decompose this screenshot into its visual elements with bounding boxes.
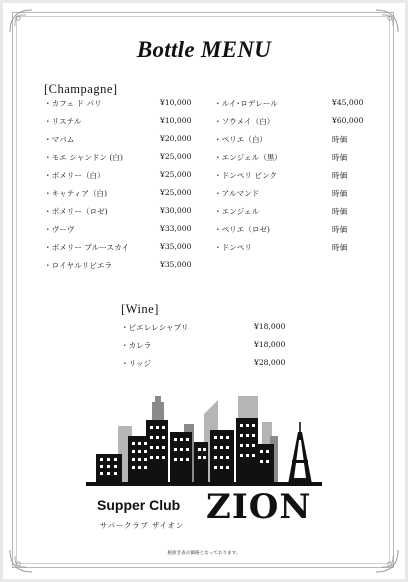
champagne-item-price: ¥35,000 <box>160 260 192 269</box>
corner-ornament-top-right <box>374 8 400 34</box>
wine-item-price: ¥28,000 <box>254 358 286 367</box>
wine-item-name: ・カレラ <box>121 341 152 350</box>
champagne-item-name: ・エンジェル <box>214 207 260 216</box>
champagne-item-price: ¥25,000 <box>160 188 192 197</box>
champagne-item-name: ・ペリエ（ロゼ) <box>214 225 270 234</box>
champagne-item-name: ・ドンペリ <box>214 243 252 252</box>
champagne-item-name: ・アルマンド <box>214 189 260 198</box>
brand-kana: サパークラブ ザイオン <box>100 521 185 530</box>
brand-name-logo: ZION <box>206 487 312 527</box>
champagne-item-price: 時価 <box>332 243 348 252</box>
wine-item-name: ・ピエレレシャブリ <box>121 323 189 332</box>
champagne-item-name: ・エンジェル（黒） <box>214 153 283 162</box>
champagne-item-name: ・ロイヤルリビエラ <box>44 261 113 270</box>
champagne-item-price: ¥10,000 <box>160 116 192 125</box>
champagne-item-price: 時価 <box>332 207 348 216</box>
champagne-item-name: ・ヴーヴ <box>44 225 75 234</box>
champagne-item-name: ・ペリエ（白） <box>214 135 268 144</box>
champagne-item-price: 時価 <box>332 135 348 144</box>
wine-item-name: ・リッジ <box>121 359 152 368</box>
corner-ornament-top-left <box>8 8 34 34</box>
wine-section-header: [Wine] <box>121 302 159 316</box>
brand-prefix: Supper Club <box>97 497 181 513</box>
champagne-item-price: 時価 <box>332 153 348 162</box>
champagne-item-name: ・ポメリー ブルースカイ <box>44 243 130 252</box>
wine-item-price: ¥18,000 <box>254 322 286 331</box>
city-skyline-illustration <box>80 392 330 488</box>
champagne-item-name: ・ドンペリ ピンク <box>214 171 278 180</box>
champagne-item-price: 時価 <box>332 225 348 234</box>
champagne-item-name: ・ポメリー（ロゼ) <box>44 207 108 216</box>
wine-item-price: ¥18,000 <box>254 340 286 349</box>
champagne-section-header: [Champagne] <box>44 82 118 96</box>
page-title: Bottle MENU <box>136 37 272 62</box>
champagne-item-name: ・マバム <box>44 135 75 144</box>
champagne-item-price: ¥35,000 <box>160 242 192 251</box>
champagne-item-name: ・ソウメイ（白） <box>214 117 275 126</box>
champagne-item-price: ¥30,000 <box>160 206 192 215</box>
tax-footnote: 税抜き表示価格となっております。 <box>167 551 241 556</box>
champagne-item-name: ・ポメリー（白） <box>44 171 105 180</box>
champagne-item-price: ¥60,000 <box>332 116 364 125</box>
champagne-item-name: ・リステル <box>44 117 82 126</box>
champagne-item-name: ・カフェ ド パリ <box>44 99 102 108</box>
champagne-item-name: ・ルイ･ロデレール <box>214 99 278 108</box>
champagne-item-price: ¥45,000 <box>332 98 364 107</box>
champagne-item-name: ・モエ シャンドン (白) <box>44 153 123 162</box>
champagne-item-price: ¥10,000 <box>160 98 192 107</box>
champagne-item-name: ・キャティア（白) <box>44 189 108 198</box>
champagne-item-price: 時価 <box>332 171 348 180</box>
champagne-item-price: ¥20,000 <box>160 134 192 143</box>
champagne-item-price: ¥33,000 <box>160 224 192 233</box>
champagne-item-price: 時価 <box>332 189 348 198</box>
champagne-item-price: ¥25,000 <box>160 152 192 161</box>
champagne-item-price: ¥25,000 <box>160 170 192 179</box>
